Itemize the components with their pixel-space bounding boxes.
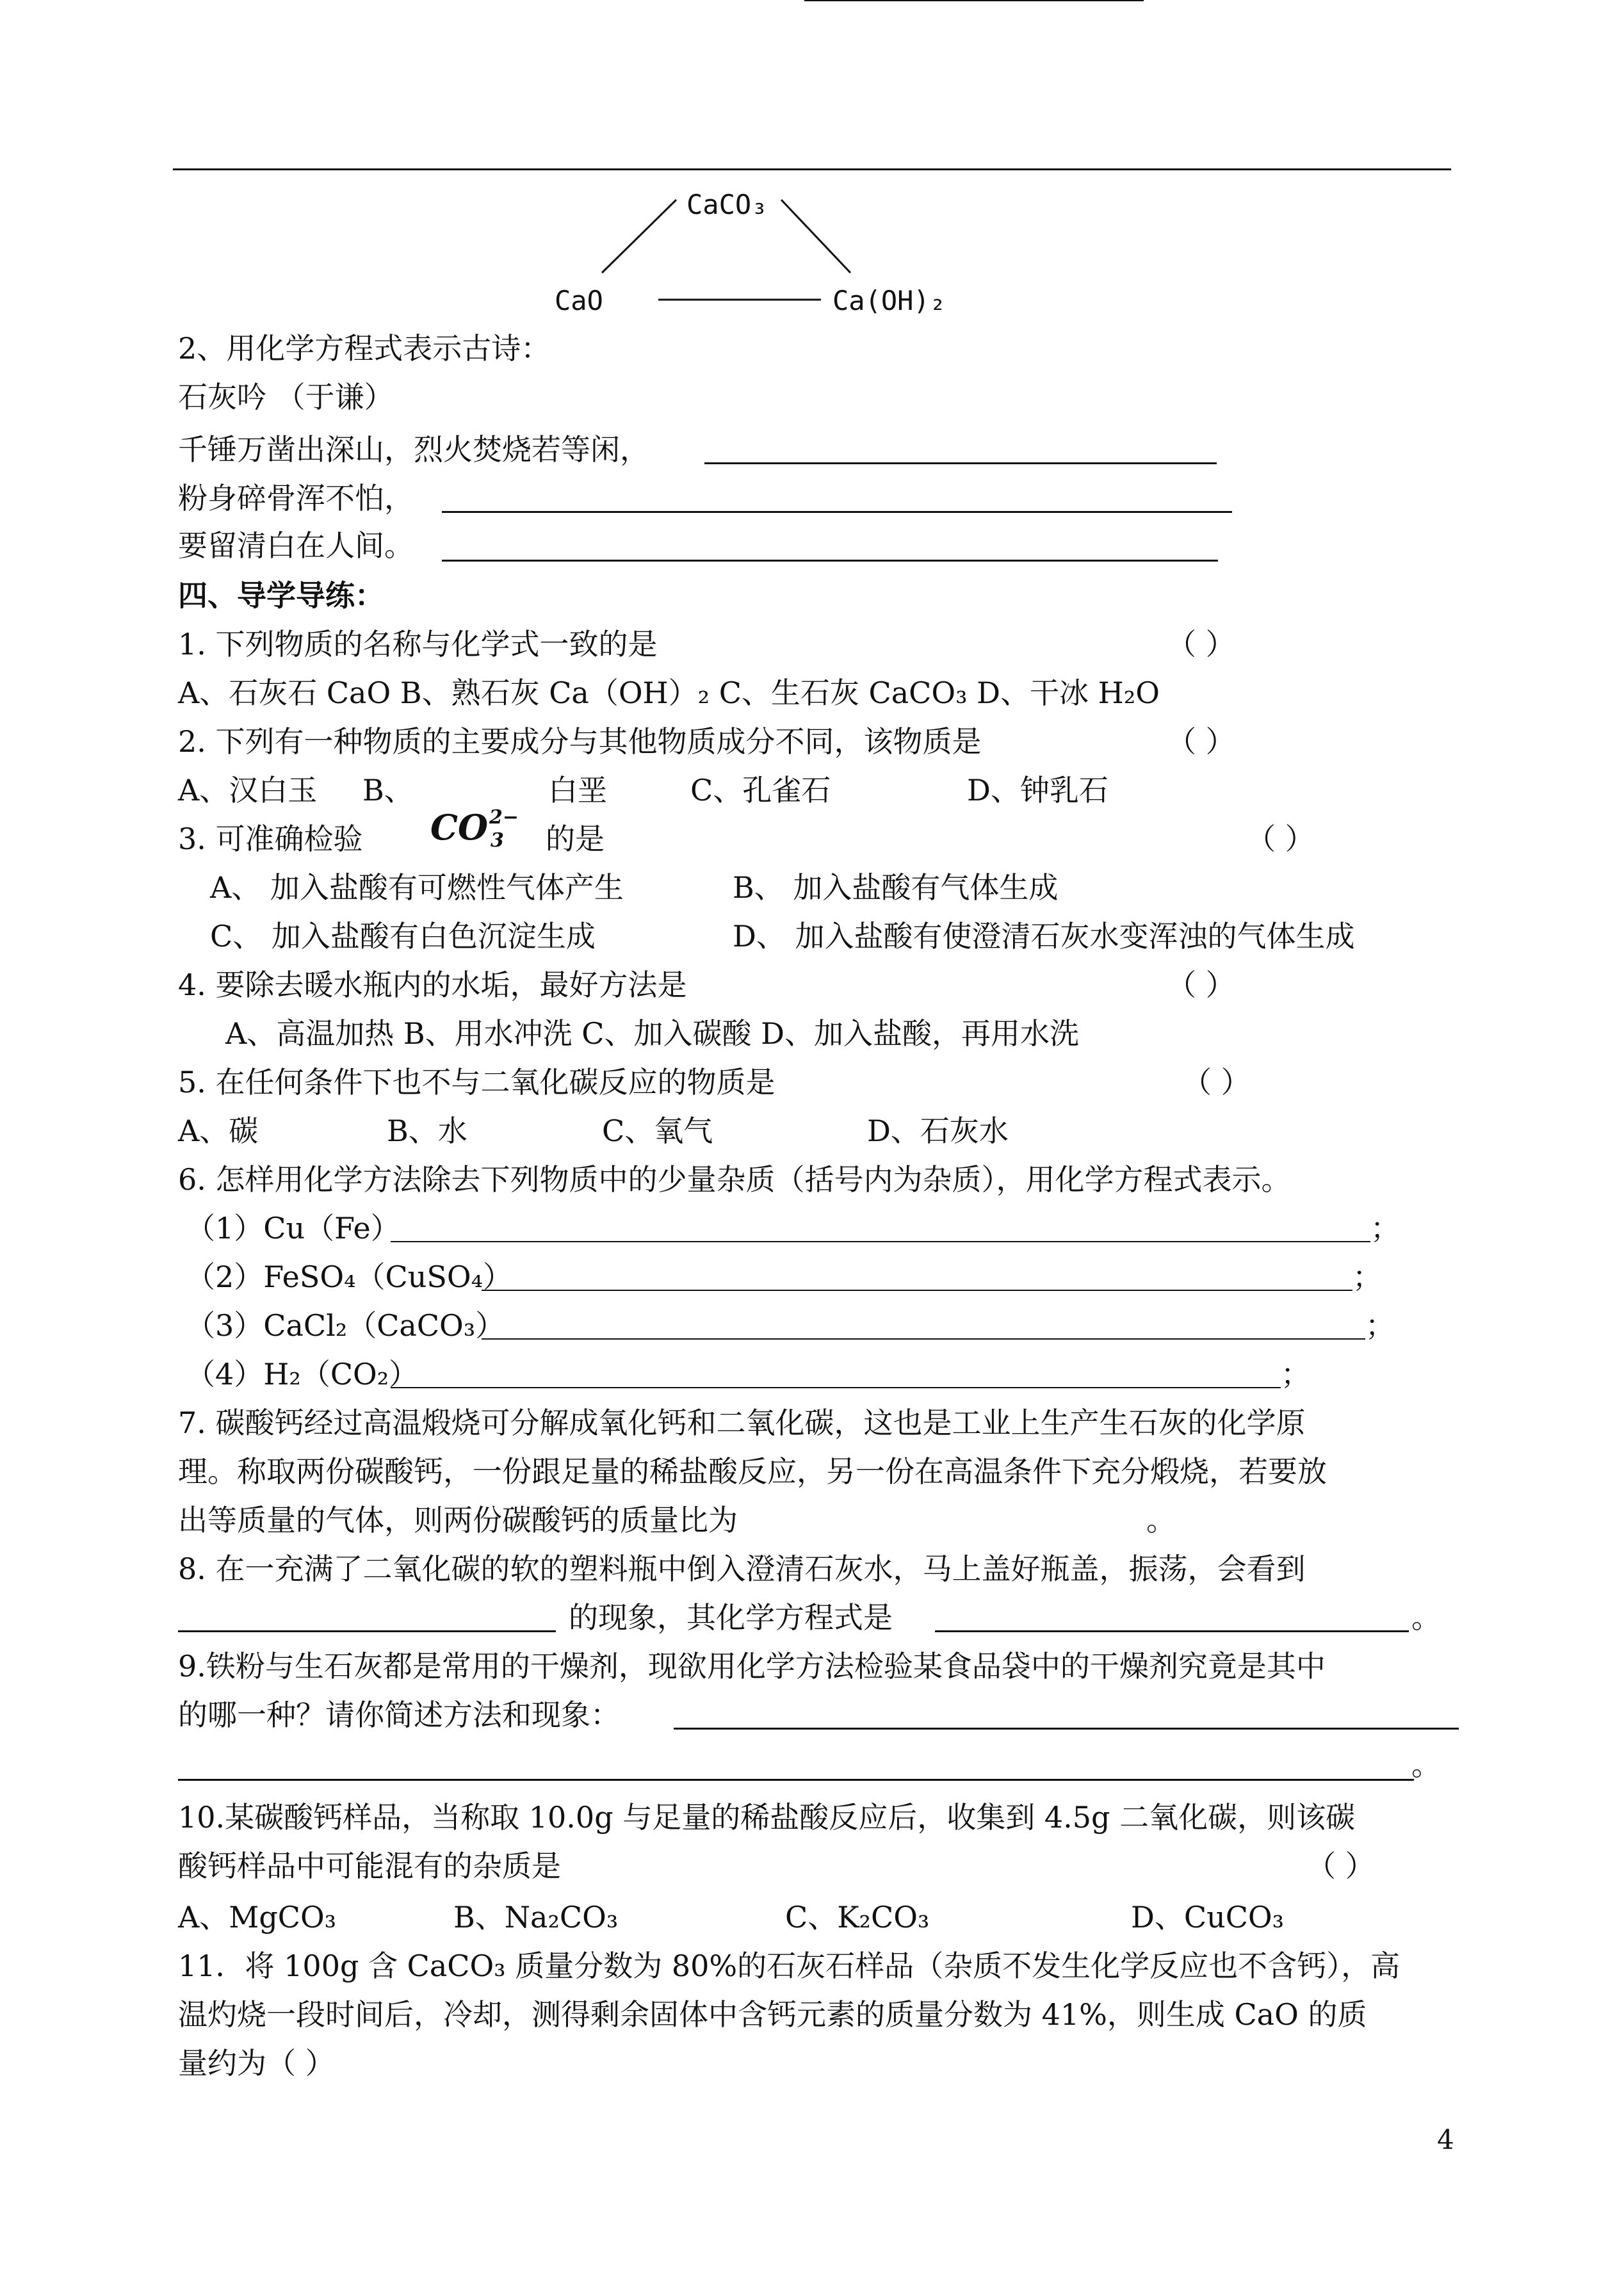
q8-line-1: 8. 在一充满了二氧化碳的软的塑料瓶中倒入澄清石灰水，马上盖好瓶盖，振荡，会看到 bbox=[178, 1552, 1306, 1586]
q7-line-3-end: 。 bbox=[1146, 1503, 1176, 1537]
q10-answer-paren: （ ） bbox=[1306, 1849, 1375, 1883]
page-number: 4 bbox=[1437, 2124, 1454, 2155]
diagram-node-caoh2: Ca(OH)₂ bbox=[832, 285, 946, 316]
poem-title: 石灰吟 （于谦） bbox=[178, 380, 394, 414]
carbonate-ion-formula bbox=[430, 806, 533, 852]
q9-answer-blank-1 bbox=[674, 1728, 1459, 1730]
q3-stem-end: 的是 bbox=[546, 822, 605, 856]
q2-option-b: B、 bbox=[362, 773, 414, 807]
q3-option-b: B、 加入盐酸有气体生成 bbox=[733, 870, 1059, 905]
q3-option-d: D、 加入盐酸有使澄清石灰水变浑浊的气体生成 bbox=[733, 919, 1355, 953]
q10-line-2: 酸钙样品中可能混有的杂质是 bbox=[178, 1849, 561, 1883]
q10-line-1: 10.某碳酸钙样品，当称取 10.0g 与足量的稀盐酸反应后，收集到 4.5g 二氧化碳，则该碳 bbox=[178, 1800, 1356, 1835]
q8-phenomenon-blank bbox=[178, 1630, 556, 1632]
poem-line-1: 千锤万凿出深山，烈火焚烧若等闲， bbox=[178, 432, 649, 467]
q7-line-2: 理。称取两份碳酸钙，一份跟足量的稀盐酸反应，另一份在高温条件下充分煅烧，若要放 bbox=[178, 1454, 1327, 1489]
q2-option-c: C、孔雀石 bbox=[690, 773, 831, 807]
diagram-node-cao: CaO bbox=[555, 285, 603, 316]
q6-item-2-blank bbox=[482, 1290, 1352, 1291]
q6-item-1-label: （1）Cu（Fe） bbox=[186, 1211, 400, 1245]
q2-option-b-text: 白垩 bbox=[548, 773, 607, 807]
q6-item-1-end: ； bbox=[1370, 1211, 1400, 1245]
q6-item-4-blank bbox=[391, 1387, 1281, 1388]
q6-item-2-end: ； bbox=[1352, 1260, 1382, 1294]
q2-stem: 2. 下列有一种物质的主要成分与其他物质成分不同，该物质是 bbox=[178, 724, 982, 759]
q9-line-1: 9.铁粉与生石灰都是常用的干燥剂，现欲用化学方法检验某食品袋中的干燥剂究竟是其中 bbox=[178, 1649, 1326, 1683]
poem-line-2: 粉身碎骨浑不怕， bbox=[178, 481, 414, 515]
q7-line-1: 7. 碳酸钙经过高温煅烧可分解成氧化钙和二氧化碳，这也是工业上生产生石灰的化学原 bbox=[178, 1406, 1306, 1440]
q2-answer-paren: （ ） bbox=[1167, 724, 1235, 759]
q6-item-3-label: （3）CaCl₂（CaCO₃） bbox=[186, 1308, 505, 1343]
q6-item-3-end: ； bbox=[1365, 1308, 1395, 1343]
poem-line-3: 要留清白在人间。 bbox=[178, 528, 414, 563]
diagram-line-right bbox=[781, 200, 850, 273]
q1-stem: 1. 下列物质的名称与化学式一致的是 bbox=[178, 627, 658, 661]
q3-stem: 3. 可准确检验 bbox=[178, 822, 363, 856]
poem-answer-blank-3 bbox=[442, 560, 1218, 562]
diagram-node-caco3: CaCO₃ bbox=[686, 189, 768, 220]
q9-line-3-end: 。 bbox=[1411, 1748, 1441, 1782]
q6-stem: 6. 怎样用化学方法除去下列物质中的少量杂质（括号内为杂质），用化学方程式表示。 bbox=[178, 1162, 1291, 1197]
q5-option-b: B、水 bbox=[387, 1114, 467, 1148]
q10-option-b: B、Na₂CO₃ bbox=[453, 1900, 619, 1934]
q5-option-c: C、氧气 bbox=[602, 1114, 713, 1148]
q2-option-a: A、汉白玉 bbox=[178, 773, 318, 807]
q4-stem: 4. 要除去暖水瓶内的水垢，最好方法是 bbox=[178, 968, 687, 1002]
q5-option-d: D、石灰水 bbox=[867, 1114, 1009, 1148]
q3-option-c: C、 加入盐酸有白色沉淀生成 bbox=[210, 919, 596, 953]
q6-item-4-end: ； bbox=[1281, 1357, 1310, 1391]
q4-options: A、高温加热 B、用水冲洗 C、加入碳酸 D、加入盐酸，再用水洗 bbox=[225, 1016, 1079, 1051]
q7-line-3: 出等质量的气体，则两份碳酸钙的质量比为 bbox=[178, 1503, 738, 1537]
q10-option-a: A、MgCO₃ bbox=[178, 1900, 337, 1934]
q6-item-4-label: （4）H₂（CO₂） bbox=[186, 1357, 419, 1391]
q9-line-2: 的哪一种？请你简述方法和现象： bbox=[178, 1698, 620, 1732]
q6-item-3-blank bbox=[482, 1338, 1365, 1340]
q2-option-d: D、钟乳石 bbox=[967, 773, 1108, 807]
q11-line-2: 温灼烧一段时间后，冷却，测得剩余固体中含钙元素的质量分数为 41%，则生成 CaO 的质 bbox=[178, 1997, 1367, 2032]
conversion-triangle-diagram bbox=[0, 0, 1624, 333]
q5-option-a: A、碳 bbox=[178, 1114, 259, 1148]
q7-answer-blank bbox=[804, 0, 1144, 1]
q1-answer-paren: （ ） bbox=[1167, 627, 1235, 661]
q10-option-d: D、CuCO₃ bbox=[1131, 1900, 1285, 1934]
diagram-line-left bbox=[602, 200, 676, 273]
q10-option-c: C、K₂CO₃ bbox=[785, 1900, 930, 1934]
section-title: 四、导学导练： bbox=[178, 578, 384, 613]
q11-line-3: 量约为（ ） bbox=[178, 2046, 335, 2080]
q5-answer-paren: （ ） bbox=[1182, 1065, 1251, 1099]
q4-answer-paren: （ ） bbox=[1167, 968, 1235, 1002]
q3-option-a: A、 加入盐酸有可燃性气体产生 bbox=[210, 870, 624, 905]
q5-stem: 5. 在任何条件下也不与二氧化碳反应的物质是 bbox=[178, 1065, 775, 1099]
poem-answer-blank-1 bbox=[704, 462, 1217, 464]
poem-heading: 2、用化学方程式表示古诗： bbox=[178, 331, 551, 366]
q6-item-1-blank bbox=[391, 1241, 1370, 1242]
carbonate-ion-subscript: 3 bbox=[491, 829, 504, 852]
q8-line-2-mid: 的现象，其化学方程式是 bbox=[569, 1600, 893, 1635]
q1-options: A、石灰石 CaO B、熟石灰 Ca（OH）₂ C、生石灰 CaCO₃ D、干冰 H₂O bbox=[178, 676, 1160, 710]
q3-answer-paren: （ ） bbox=[1246, 822, 1315, 856]
q6-item-2-label: （2）FeSO₄（CuSO₄） bbox=[186, 1260, 513, 1294]
poem-answer-blank-2 bbox=[442, 511, 1232, 513]
q9-answer-blank-2 bbox=[178, 1779, 1414, 1781]
carbonate-ion-base: CO bbox=[430, 807, 489, 848]
carbonate-ion-superscript: 2− bbox=[489, 806, 519, 829]
q11-line-1: 11．将 100g 含 CaCO₃ 质量分数为 80%的石灰石样品（杂质不发生化学反应也不含钙），高 bbox=[178, 1949, 1401, 1983]
q8-line-2-end: 。 bbox=[1411, 1600, 1441, 1635]
q8-equation-blank bbox=[935, 1630, 1409, 1632]
